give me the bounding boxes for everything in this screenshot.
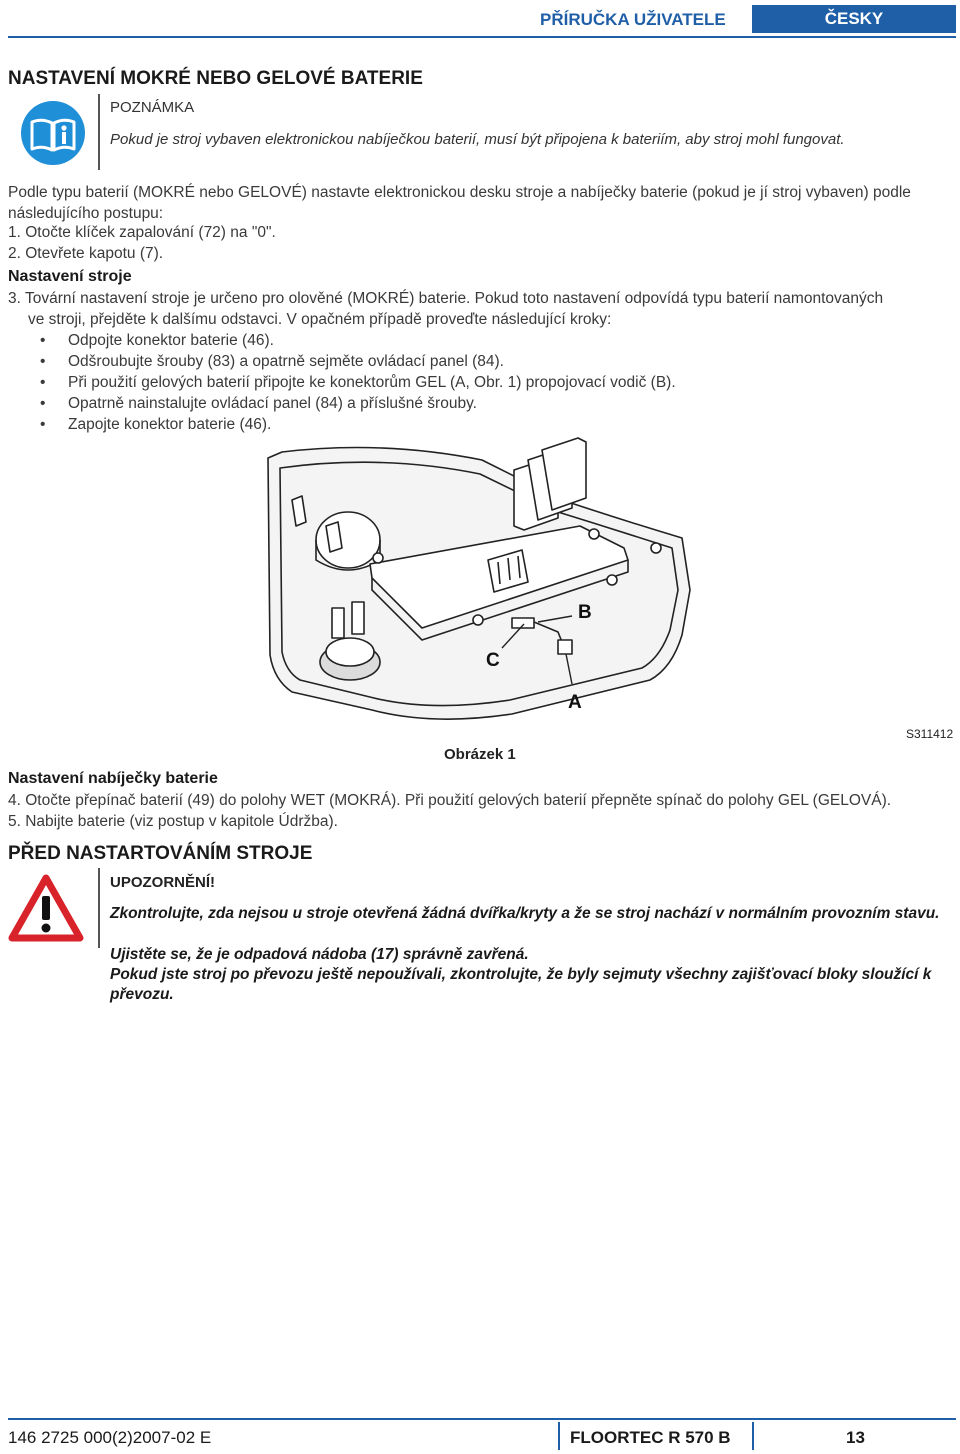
- step-3-line-1: 3. Tovární nastavení stroje je určeno pro olověné (MOKRÉ) baterie. Pokud toto nastavení odpovídá typu baterií namontovaných: [8, 290, 884, 307]
- intro-paragraph: Podle typu baterií (MOKRÉ nebo GELOVÉ) nastavte elektronickou desku stroje a nabíječky baterie (pokud je jí stroj vybaven) podle následujícího postupu:: [8, 184, 911, 222]
- page-number: 13: [846, 1428, 865, 1447]
- section-title-battery: NASTAVENÍ MOKRÉ NEBO GELOVÉ BATERIE: [8, 68, 423, 89]
- step-4: 4. Otočte přepínač baterií (49) do polohy WET (MOKRÁ). Při použití gelových baterií přepněte spínač do polohy GEL (GELOVÁ).: [8, 792, 892, 809]
- bullet-mark: •: [40, 353, 46, 370]
- bullet-item: Zapojte konektor baterie (46).: [68, 416, 272, 433]
- warning-text-3: Pokud jste stroj po převozu ještě nepoužívali, zkontrolujte, že byly sejmuty všechny zajišťovací bloky sloužící k převozu.: [110, 966, 932, 1003]
- bullet-item: Opatrně nainstalujte ovládací panel (84) a příslušné šrouby.: [68, 395, 477, 412]
- warning-text-1: Zkontrolujte, zda nejsou u stroje otevřená žádná dvířka/kryty a že se stroj nachází v normálním provozním stavu.: [110, 905, 940, 922]
- header-divider: [8, 36, 956, 38]
- bullet-item: Odpojte konektor baterie (46).: [68, 332, 274, 349]
- subhead-charger-setup: Nastavení nabíječky baterie: [8, 770, 218, 787]
- step-1: 1. Otočte klíček zapalování (72) na "0".: [8, 224, 276, 241]
- figure-label-b: B: [578, 602, 592, 623]
- bullet-mark: •: [40, 332, 46, 349]
- step-3-line-2: ve stroji, přejděte k dalšímu odstavci. V opačném případě proveďte následující kroky:: [28, 311, 612, 328]
- note-label: POZNÁMKA: [110, 99, 195, 116]
- manual-title: PŘÍRUČKA UŽIVATELE: [540, 10, 726, 29]
- figure-caption: Obrázek 1: [444, 746, 516, 763]
- figure-label-c: C: [486, 650, 500, 671]
- bullet-mark: •: [40, 395, 46, 412]
- bullet-item: Při použití gelových baterií připojte ke konektorům GEL (A, Obr. 1) propojovací vodič (B).: [68, 374, 676, 391]
- model-name: FLOORTEC R 570 B: [570, 1428, 731, 1447]
- footer-separator: [752, 1422, 754, 1450]
- section-title-before-start: PŘED NASTARTOVÁNÍM STROJE: [8, 843, 313, 864]
- warning-triangle-icon: [8, 874, 84, 942]
- note-divider: [98, 94, 100, 170]
- step-5: 5. Nabijte baterie (viz postup v kapitole Údržba).: [8, 813, 338, 830]
- bullet-item: Odšroubujte šrouby (83) a opatrně sejměte ovládací panel (84).: [68, 353, 504, 370]
- step-2: 2. Otevřete kapotu (7).: [8, 245, 164, 262]
- warning-text-2: Ujistěte se, že je odpadová nádoba (17) správně zavřená.: [110, 946, 529, 963]
- note-text: Pokud je stroj vybaven elektronickou nabíječkou baterií, musí být připojena k bateriím, aby stroj mohl fungovat.: [110, 131, 845, 148]
- footer-separator: [558, 1422, 560, 1450]
- control-board-illustration: [262, 430, 702, 742]
- footer-divider: [8, 1418, 956, 1420]
- bullet-mark: •: [40, 374, 46, 391]
- warning-divider: [98, 868, 100, 948]
- language-badge: ČESKY: [752, 5, 956, 33]
- manual-info-icon: [20, 100, 86, 166]
- document-number: 146 2725 000(2)2007-02 E: [8, 1428, 212, 1447]
- bullet-mark: •: [40, 416, 46, 433]
- figure-code: S311412: [906, 727, 954, 741]
- figure-label-a: A: [568, 692, 582, 713]
- subhead-machine-setup: Nastavení stroje: [8, 268, 132, 285]
- warning-label: UPOZORNĚNÍ!: [110, 874, 215, 891]
